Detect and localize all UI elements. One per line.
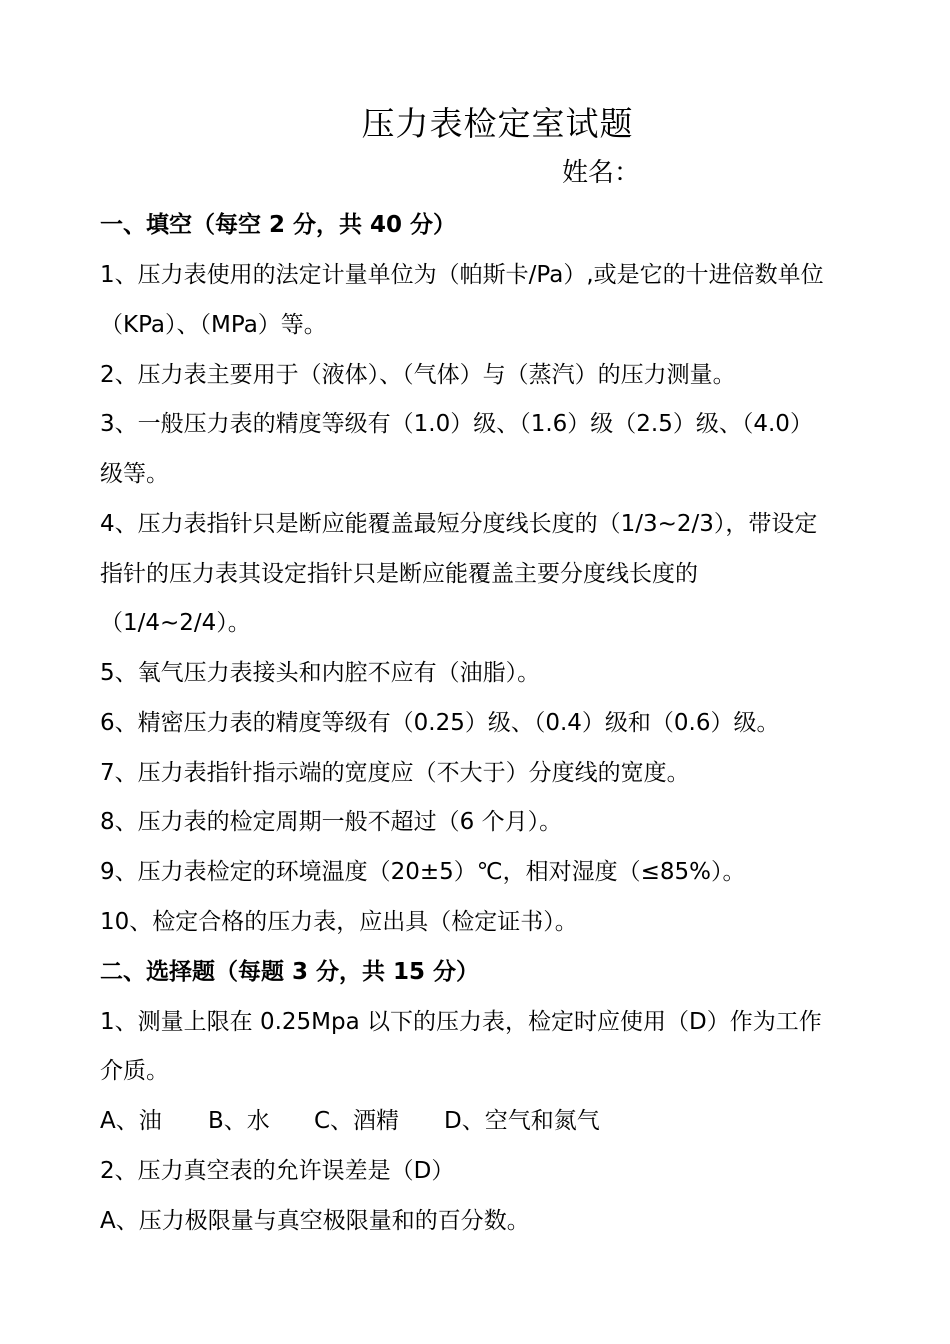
fill-question-3-line-2: 级等。 — [100, 461, 169, 487]
section-heading-multiple-choice: 二、选择题（每题 3 分，共 15 分） — [100, 959, 480, 985]
fill-question-1-line-1: 1、压力表使用的法定计量单位为（帕斯卡/Pa）,或是它的十进倍数单位 — [100, 262, 824, 288]
choice-question-1-line-1: 1、测量上限在 0.25Mpa 以下的压力表，检定时应使用（D）作为工作 — [100, 1009, 822, 1035]
fill-question-8: 8、压力表的检定周期一般不超过（6 个月）。 — [100, 809, 563, 835]
option-c: C、酒精 — [314, 1108, 400, 1134]
option-d: D、空气和氮气 — [444, 1108, 600, 1134]
fill-question-4-line-3: （1/4~2/4）。 — [100, 610, 251, 636]
fill-question-2: 2、压力表主要用于（液体）、（气体）与（蒸汽）的压力测量。 — [100, 362, 736, 388]
fill-question-4-line-2: 指针的压力表其设定指针只是断应能覆盖主要分度线长度的 — [100, 561, 698, 587]
choice-question-1-line-2: 介质。 — [100, 1058, 169, 1084]
fill-question-4-line-1: 4、压力表指针只是断应能覆盖最短分度线长度的（1/3~2/3），带设定 — [100, 511, 818, 537]
fill-question-6: 6、精密压力表的精度等级有（0.25）级、（0.4）级和（0.6）级。 — [100, 710, 780, 736]
fill-question-3-line-1: 3、一般压力表的精度等级有（1.0）级、（1.6）级（2.5）级、（4.0） — [100, 411, 813, 437]
option-a: A、油 — [100, 1108, 162, 1134]
fill-question-5: 5、氧气压力表接头和内腔不应有（油脂）。 — [100, 660, 541, 686]
document-title: 压力表检定室试题 — [361, 104, 634, 143]
name-field-label: 姓名： — [562, 158, 641, 188]
section-heading-fill-in: 一、填空（每空 2 分，共 40 分） — [100, 212, 457, 238]
option-b: B、水 — [208, 1108, 270, 1134]
fill-question-9: 9、压力表检定的环境温度（20±5）℃，相对湿度（≤85%）。 — [100, 859, 746, 885]
fill-question-7: 7、压力表指针指示端的宽度应（不大于）分度线的宽度。 — [100, 760, 690, 786]
fill-question-1-line-2: （KPa）、（MPa）等。 — [100, 312, 327, 338]
choice-question-2: 2、压力真空表的允许误差是（D） — [100, 1158, 455, 1184]
choice-question-1-options — [100, 1105, 600, 1137]
fill-question-10: 10、检定合格的压力表，应出具（检定证书）。 — [100, 909, 578, 935]
choice-question-2-option-a: A、压力极限量与真空极限量和的百分数。 — [100, 1208, 530, 1234]
